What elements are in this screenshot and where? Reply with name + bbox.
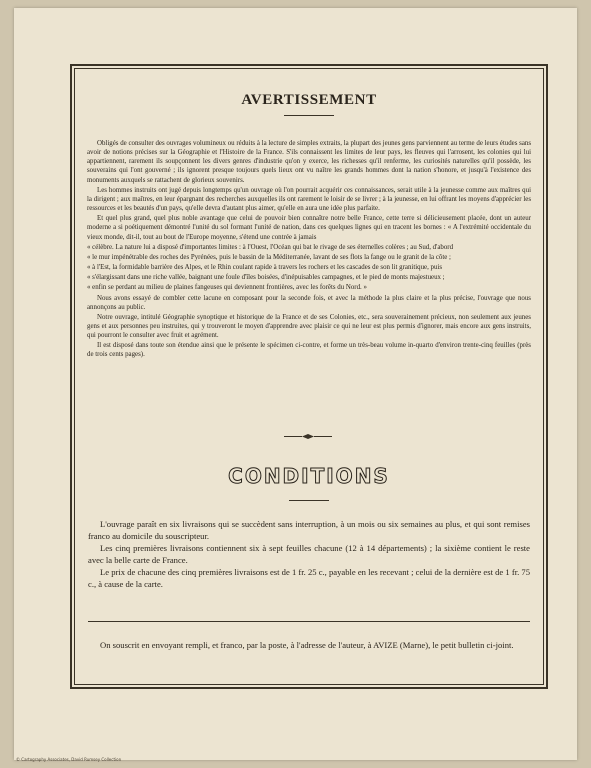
ornamental-separator — [72, 434, 546, 440]
horizontal-rule — [88, 621, 530, 622]
subscription-text: On souscrit en envoyant rempli, et franco, par la poste, à l'adresse de l'auteur, à AVIZE (Marne), le petit bulletin ci-joint. — [100, 640, 514, 650]
conditions-paragraph: L'ouvrage paraît en six livraisons qui se succèdent sans interruption, à un mois ou six semaines au plus, et qui sont remises franco au domicile du souscripteur. — [88, 519, 530, 541]
avertissement-paragraph: Les hommes instruits ont jugé depuis longtemps qu'un ouvrage où l'on pourrait acquérir ces connaissances, serait utile à la jeunesse comme aux maîtres qui la dirigent ; aux maîtres, en leur épargnant des recherches auxquelles ils ont rarement le loisir de se livrer ; à la jeunesse, en lui offrant les moyens d'apprécier les ressources et les beautés d'un pays, qu'elle devra d'autant plus aimer, qu'elle en aura une idée plus parfaite. — [87, 186, 531, 213]
quote-line: « célèbre. La nature lui a disposé d'importantes limites : à l'Ouest, l'Océan qui bat le rivage de ses éternelles colères ; au Sud, d'abord — [87, 243, 454, 251]
separator-line-right — [314, 436, 332, 437]
quote-line: « à l'Est, la formidable barrière des Alpes, et le Rhin coulant rapide à travers les rochers et les cascades de son lit granitique, puis — [87, 264, 443, 272]
subscription-notice — [88, 639, 530, 651]
avertissement-title: AVERTISSEMENT — [241, 92, 377, 108]
conditions-underline — [289, 500, 329, 501]
copyright-notice: © Cartography Associates, David Rumsey Collection — [16, 757, 122, 762]
double-border-frame — [70, 64, 548, 689]
separator-ornament — [302, 434, 314, 439]
avertissement-paragraph: Il est disposé dans toute son étendue ainsi que le présente le spécimen ci-contre, et forme un très-beau volume in-quarto d'environ trente-cinq feuilles (près de trois cents pages). — [87, 342, 531, 359]
quote-line: « s'élargissant dans une riche vallée, baignant une foule d'îles boisées, d'inépuisables campagnes, et le pied de monts majestueux ; — [87, 274, 445, 282]
document-page — [14, 8, 577, 760]
avertissement-paragraph: Notre ouvrage, intitulé Géographie synoptique et historique de la France et de ses Colonies, etc., sera souverainement précieux, non seulement aux jeunes gens et aux personnes peu instruites, qui y trouveront le moyen d'apprendre avec plaisir ce qui ne leur est plus permis d'ignorer, mais encore aux gens instruits, qui pourront le consulter avec fruit et agrément. — [87, 313, 531, 340]
avertissement-paragraph: Nous avons essayé de combler cette lacune en composant pour la seconde fois, et avec la méthode la plus claire et la plus précise, l'ouvrage que nous annonçons au public. — [87, 294, 531, 311]
conditions-paragraph: Les cinq premières livraisons contiennent six à sept feuilles chacune (12 à 14 départements) ; la sixième contient le reste avec la belle carte de France. — [88, 543, 530, 565]
quote-line: « le mur impénétrable des roches des Pyrénées, puis le bassin de la Méditerranée, lavant de ses flots la fange ou le granit de la côte ; — [87, 253, 451, 261]
conditions-paragraph: Le prix de chacune des cinq premières livraisons est de 1 fr. 25 c., payable en les recevant ; celui de la dernière est de 1 fr. 75 c., à cause de la carte. — [88, 567, 530, 589]
avertissement-paragraph: Et quel plus grand, quel plus noble avantage que celui de pouvoir bien connaître notre belle France, cette terre si délicieusement placée, dont un auteur moderne a si poétiquement démontré l'unité du sol formant l'unité de nation, dans ces quelques lignes qui en tracent les bornes : « A l'extrémité occidentale du vieux monde, dit-il, tout au bout de l'Europe moyenne, s'étend une contrée à jamais — [87, 215, 531, 241]
separator-line-left — [284, 436, 302, 437]
avertissement-body — [87, 139, 531, 361]
avertissement-paragraph: Obligés de consulter des ouvrages volumineux ou réduits à la lecture de simples extraits, la plupart des jeunes gens parviennent au terme de leurs études sans avoir de notions précises sur la Géographie et l'Histoire de la France. S'ils connaissent les limites de leur pays, les fleuves qui l'arrosent, les colonies qui lui appartiennent, rarement ils soupçonnent les divers genres d'industrie qu'on y exerce, les richesses qu'il renferme, les curiosités naturelles qu'il possède, les souverains qui l'ont gouverné ; ils ignorent presque toujours quels lieux ont vu naître les grands hommes dont la nation s'honore, et jusqu'à l'existence des monuments auxquels se rattachent de glorieux souvenirs. — [87, 140, 531, 184]
conditions-title: CONDITIONS — [228, 464, 390, 488]
conditions-body — [88, 518, 530, 590]
quote-line: « enfin se perdant au milieu de plaines fangeuses qui deviennent frontières, avec les forêts du Nord. » — [87, 284, 367, 292]
title-underline — [284, 115, 334, 116]
